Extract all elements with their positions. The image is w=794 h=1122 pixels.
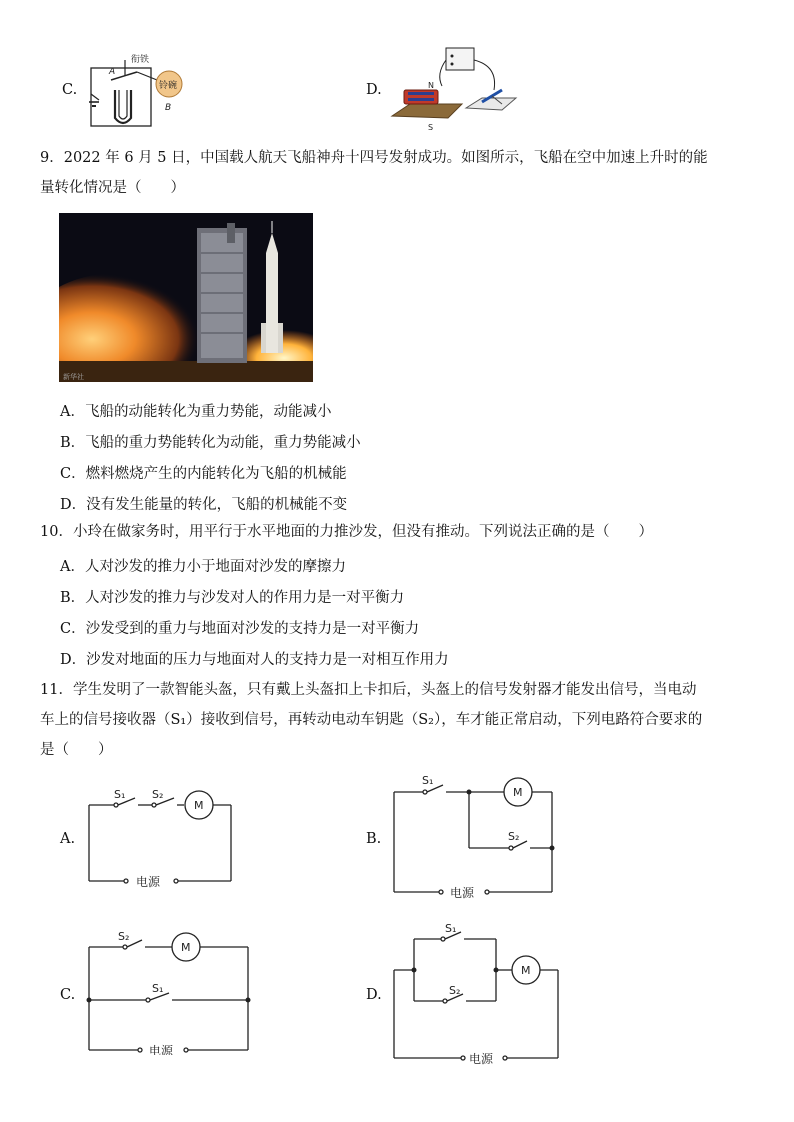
q10-stem: 10．小玲在做家务时，用平行于水平地面的力推沙发，但没有推动。下列说法正确的是（ ） — [40, 524, 653, 540]
circuit-b-s2: S₂ — [508, 830, 520, 843]
q9-stem-line1: 9．2022 年 6 月 5 日，中国载人航天飞船神舟十四号发射成功。如图所示，飞船在空中加速上升时的能 — [40, 150, 708, 166]
circuit-b-motor: M — [513, 786, 523, 799]
q10-option-b: B．人对沙发的推力与沙发对人的作用力是一对平衡力 — [60, 590, 405, 606]
q11-option-b-label: B. — [366, 831, 382, 847]
circuit-a-diagram — [80, 780, 240, 895]
q9-option-b: B．飞船的重力势能转化为动能，重力势能减小 — [60, 435, 361, 451]
circuit-c-s2: S₂ — [118, 930, 130, 943]
q9-option-c: C．燃料燃烧产生的内能转化为飞船的机械能 — [60, 466, 347, 482]
fig-b-label: B — [165, 103, 172, 113]
circuit-d-diagram — [385, 920, 570, 1065]
q11-stem-line1: 11．学生发明了一款智能头盔，只有戴上头盔扣上卡扣后，头盔上的信号发射器才能发出信号，当电动 — [40, 682, 697, 698]
circuit-c-power: 电源 — [149, 1044, 174, 1055]
q9-option-d: D．没有发生能量的转化，飞船的机械能不变 — [60, 497, 348, 513]
q9-stem-line2: 量转化情况是（ ） — [40, 180, 185, 196]
circuit-d-power: 电源 — [469, 1052, 494, 1065]
circuit-c-motor: M — [181, 941, 191, 954]
circuit-a-s1: S₁ — [114, 788, 126, 801]
q8-option-d-label: D. — [366, 82, 382, 98]
q11-option-a-label: A. — [60, 831, 76, 847]
iron-label: 衔铁 — [131, 55, 150, 65]
circuit-d-s2: S₂ — [449, 984, 461, 997]
circuit-b-diagram — [385, 770, 565, 900]
circuit-d-motor: M — [521, 964, 531, 977]
circuit-b-power: 电源 — [450, 886, 475, 900]
q10-option-a: A．人对沙发的推力小于地面对沙发的摩擦力 — [60, 559, 346, 575]
circuit-c-s1: S₁ — [152, 982, 164, 995]
circuit-b-s1: S₁ — [422, 774, 434, 787]
circuit-c-diagram — [80, 925, 260, 1055]
q11-option-c-label: C. — [60, 987, 76, 1003]
electromagnet-figure — [390, 46, 520, 132]
circuit-a-s2: S₂ — [152, 788, 164, 801]
n-pole-label: N — [428, 81, 434, 90]
q10-option-d: D．沙发对地面的压力与地面对人的支持力是一对相互作用力 — [60, 652, 449, 668]
q11-stem-line2: 车上的信号接收器（S₁）接收到信号，再转动电动车钥匙（S₂），车才能正常启动，下列电路符合要求的 — [40, 712, 703, 728]
q11-option-d-label: D. — [366, 987, 382, 1003]
circuit-d-s1: S₁ — [445, 922, 457, 935]
bell-label: 铃碗 — [159, 81, 178, 91]
fig-a-label: A — [109, 67, 116, 77]
circuit-a-motor: M — [194, 799, 204, 812]
q10-option-c: C．沙发受到的重力与地面对沙发的支持力是一对平衡力 — [60, 621, 420, 637]
q11-stem-line3: 是（ ） — [40, 742, 113, 758]
q8-option-c-label: C. — [62, 82, 78, 98]
q9-option-a: A．飞船的动能转化为重力势能，动能减小 — [60, 404, 332, 420]
rocket-launch-photo — [59, 213, 313, 382]
electric-bell-figure — [85, 50, 195, 130]
s-pole-label: S — [428, 123, 434, 132]
circuit-a-power: 电源 — [136, 875, 161, 889]
photo-watermark: 新华社 — [63, 373, 84, 381]
